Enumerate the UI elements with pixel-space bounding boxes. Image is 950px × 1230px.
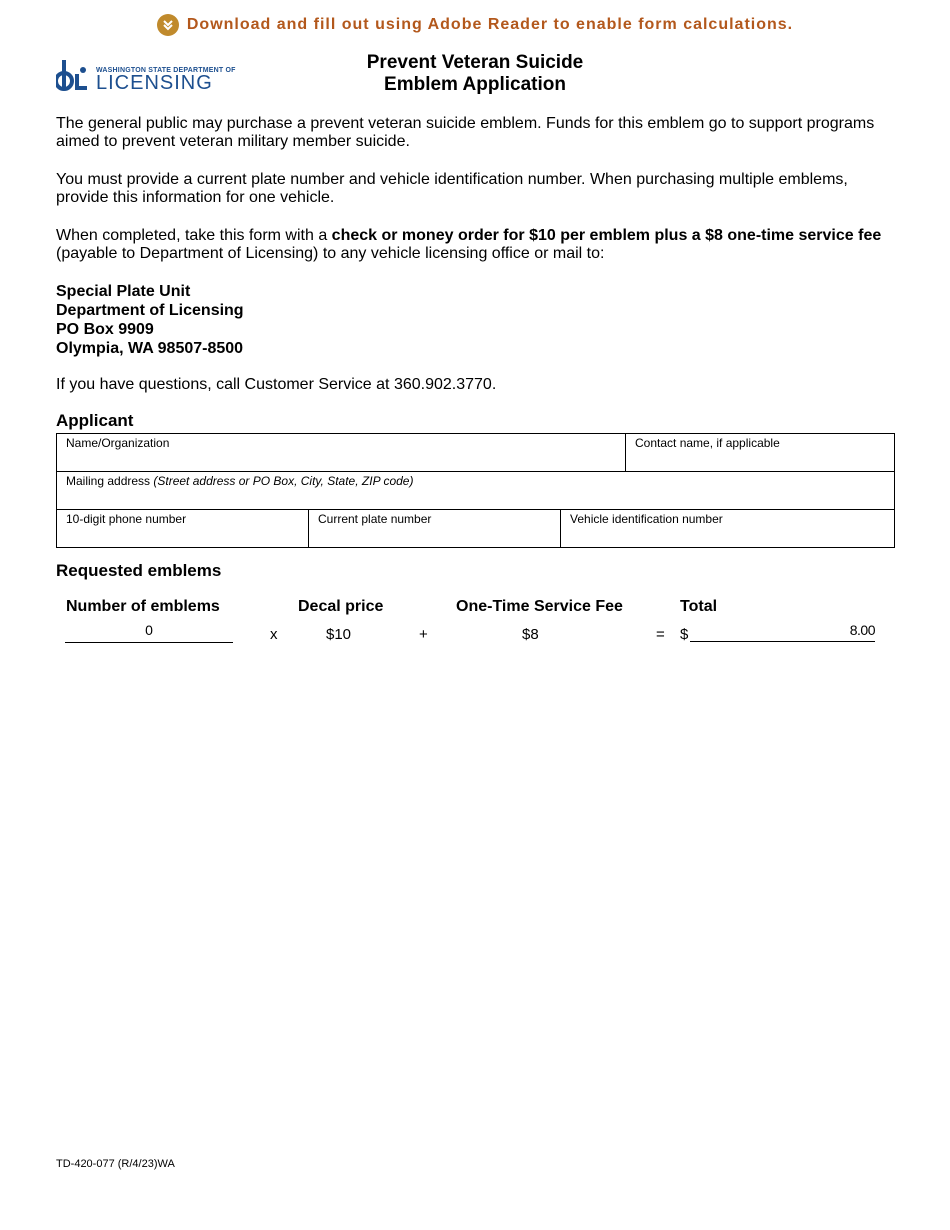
title-line-2: Emblem Application xyxy=(384,74,566,95)
vin-field[interactable] xyxy=(560,510,894,547)
p3-pre: When completed, take this form with a xyxy=(56,227,332,244)
address-line: Special Plate Unit xyxy=(56,283,191,300)
service-fee-value: $8 xyxy=(522,626,539,643)
banner-text: Download and fill out using Adobe Reader to enable form calculations. xyxy=(186,16,794,33)
phone-number-label: 10-digit phone number xyxy=(66,512,187,526)
service-fee-header: One-Time Service Fee xyxy=(456,598,623,615)
mailing-address-label: Mailing address xyxy=(66,474,154,488)
intro-paragraph-1: The general public may purchase a prevent veteran suicide emblem. Funds for this emblem go to support programs aimed to prevent veteran military member suicide. xyxy=(56,115,875,150)
chevron-down-icon xyxy=(157,14,179,36)
contact-name-label: Contact name, if applicable xyxy=(635,436,780,450)
questions-text: If you have questions, call Customer Service at 360.902.3770. xyxy=(56,376,497,393)
vin-label: Vehicle identification number xyxy=(570,512,723,526)
logo-big-text: LICENSING xyxy=(96,72,213,94)
decal-price-header: Decal price xyxy=(298,598,384,615)
plate-number-field[interactable] xyxy=(308,510,560,547)
plate-number-label: Current plate number xyxy=(318,512,432,526)
name-organization-field[interactable] xyxy=(57,434,625,471)
title-line-1: Prevent Veteran Suicide xyxy=(366,52,584,73)
p3-post: (payable to Department of Licensing) to any vehicle licensing office or mail to: xyxy=(56,245,605,262)
p3-bold: check or money order for $10 per emblem plus a $8 one-time service fee xyxy=(331,227,882,244)
grid-row xyxy=(57,434,894,472)
address-line: Department of Licensing xyxy=(56,302,244,319)
number-of-emblems-input[interactable]: 0 xyxy=(65,622,233,643)
applicant-grid xyxy=(56,433,895,548)
mailing-address-block xyxy=(56,282,244,358)
dollar-sign: $ xyxy=(680,626,689,643)
mailing-address-hint: (Street address or PO Box, City, State, ZIP code) xyxy=(153,474,414,488)
address-line: PO Box 9909 xyxy=(56,321,154,338)
total-header: Total xyxy=(680,598,718,615)
page-title xyxy=(0,52,950,96)
logo-small-text: WASHINGTON STATE DEPARTMENT OF xyxy=(96,67,236,74)
form-number: TD-420-077 (R/4/23)WA xyxy=(56,1158,175,1170)
applicant-heading: Applicant xyxy=(56,411,134,430)
grid-row xyxy=(57,472,894,510)
grid-row xyxy=(57,510,894,547)
total-output-field: 8.00 xyxy=(690,622,875,642)
name-organization-label: Name/Organization xyxy=(66,436,170,450)
address-line: Olympia, WA 98507-8500 xyxy=(56,340,244,357)
intro-paragraph-3 xyxy=(56,227,896,263)
number-of-emblems-header: Number of emblems xyxy=(66,598,220,615)
adobe-reader-banner xyxy=(0,14,950,36)
plus-sign: + xyxy=(419,626,428,643)
requested-emblems-heading: Requested emblems xyxy=(56,561,222,580)
phone-number-field[interactable] xyxy=(57,510,308,547)
equals-sign: = xyxy=(656,626,665,643)
decal-price-value: $10 xyxy=(326,626,352,643)
intro-paragraph-2: You must provide a current plate number and vehicle identification number. When purchasing multiple emblems, provide this information for one vehicle. xyxy=(56,171,848,206)
times-sign: x xyxy=(270,626,278,643)
mailing-address-field[interactable] xyxy=(57,472,894,509)
contact-name-field[interactable] xyxy=(625,434,894,471)
